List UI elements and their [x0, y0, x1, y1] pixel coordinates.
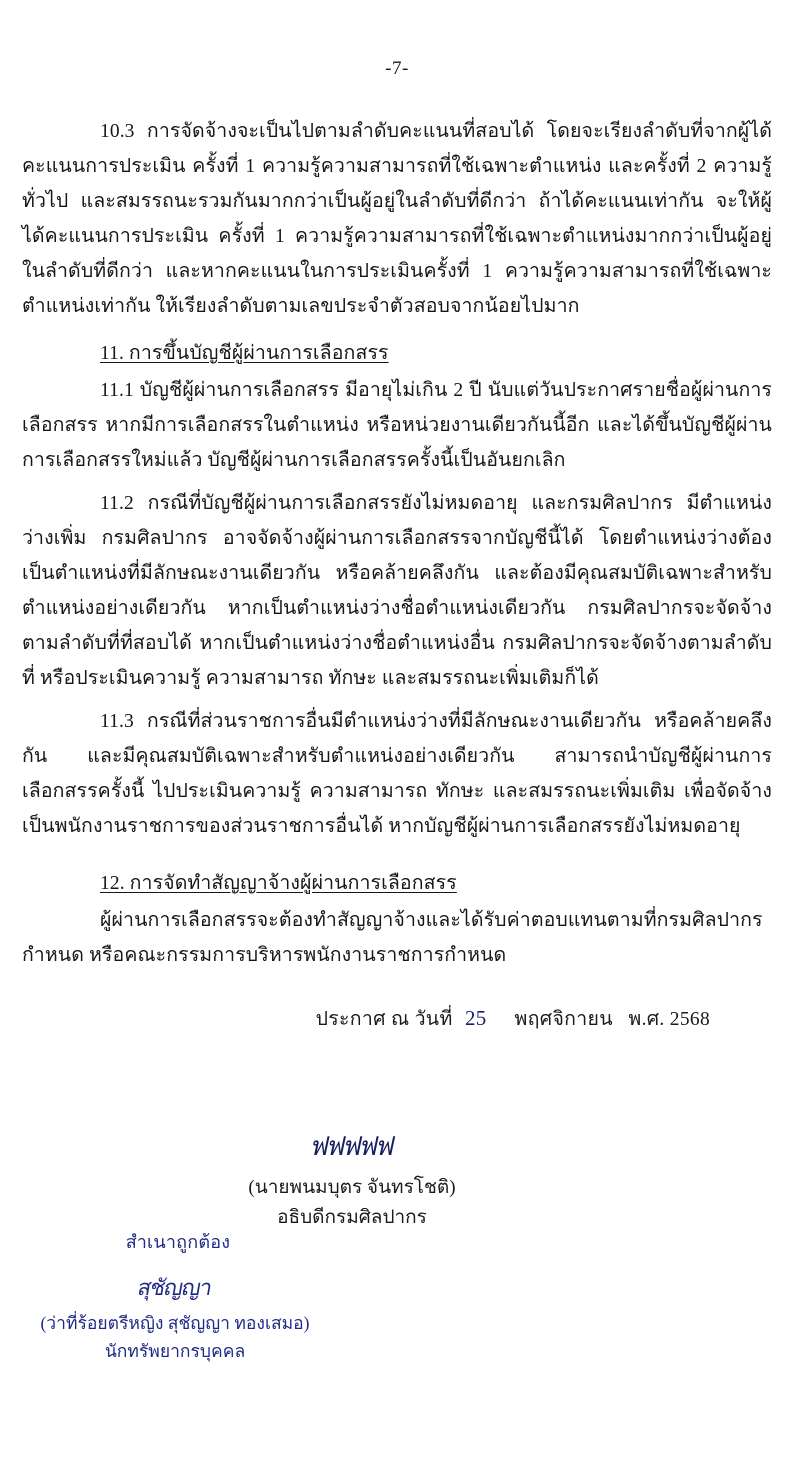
heading-12: [22, 866, 772, 901]
certified-copy-heading: สำเนาถูกต้อง: [125, 1232, 231, 1252]
certified-copy-block: [10, 1227, 340, 1365]
paragraph-12-body: [22, 903, 772, 973]
signature-block: [22, 1126, 772, 1233]
announcement-prefix: ประกาศ ณ วันที่: [315, 1009, 453, 1030]
paragraph-11-3: [22, 704, 772, 844]
paragraph-11-2-text: 11.2 กรณีที่บัญชีผู้ผ่านการเลือกสรรยังไม่หมดอายุ และกรมศิลปากร มีตำแหน่งว่างเพิ่ม กรมศิลปากร อาจจัดจ้างผู้ผ่านการเลือกสรรจากบัญชีนี้ได้ โดยตำแหน่งว่างต้องเป็นตำแหน่งที่มีลักษณะงานเดียวกัน หรือคล้ายคลึงกัน และต้องมีคุณสมบัติเฉพาะสำหรับตำแหน่งอย่างเดียวกัน หากเป็นตำแหน่งว่างชื่อตำแหน่งเดียวกัน กรมศิลปากรจะจัดจ้างตามลำดับที่ที่สอบได้ หากเป็นตำแหน่งว่างชื่อตำแหน่งอื่น กรมศิลปากรจะจัดจ้างตามลำดับที่ หรือประเมินความรู้ ความสามารถ ทักษะ และสมรรถนะเพิ่มเติมก็ได้: [22, 493, 772, 689]
spacer: [22, 326, 772, 332]
signature-mark: ฟฟฟฟฟ: [307, 1132, 397, 1161]
page-number: -7-: [385, 58, 409, 79]
certifier-name: (ว่าที่ร้อยตรีหญิง สุชัญญา ทองเสมอ): [40, 1313, 310, 1333]
paragraph-11-1: [22, 373, 772, 478]
document-body: [22, 114, 772, 973]
signer-title: อธิบดีกรมศิลปากร: [277, 1207, 427, 1228]
paragraph-11-3-text: 11.3 กรณีที่ส่วนราชการอื่นมีตำแหน่งว่างที่มีลักษณะงานเดียวกัน หรือคล้ายคลึงกัน และมีคุณสมบัติเฉพาะสำหรับตำแหน่งอย่างเดียวกัน สามารถนำบัญชีผู้ผ่านการเลือกสรรครั้งนี้ ไปประเมินความรู้ ความสามารถ ทักษะ และสมรรถนะเพิ่มเติม เพื่อจัดจ้างเป็นพนักงานราชการของส่วนราชการอื่นได้ หากบัญชีผู้ผ่านการเลือกสรรยังไม่หมดอายุ: [22, 711, 772, 837]
signer-name: (นายพนมบุตร จันทรโชติ): [248, 1177, 456, 1198]
paragraph-12-body-text: ผู้ผ่านการเลือกสรรจะต้องทำสัญญาจ้างและได้รับค่าตอบแทนตามที่กรมศิลปากรกำหนด หรือคณะกรรมการบริหารพนักงานราชการกำหนด: [22, 910, 763, 966]
announcement-year: 2568: [669, 1009, 710, 1030]
paragraph-10-3-text: 10.3 การจัดจ้างจะเป็นไปตามลำดับคะแนนที่สอบได้ โดยจะเรียงลำดับที่จากผู้ได้คะแนนการประเมิน ครั้งที่ 1 ความรู้ความสามารถที่ใช้เฉพาะตำแหน่ง และครั้งที่ 2 ความรู้ทั่วไป และสมรรถนะรวมกันมากกว่าเป็นผู้อยู่ในลำดับที่ดีกว่า ถ้าได้คะแนนเท่ากัน จะให้ผู้ได้คะแนนการประเมิน ครั้งที่ 1 ความรู้ความสามารถที่ใช้เฉพาะตำแหน่งมากกว่าเป็นผู้อยู่ในลำดับที่ดีกว่า และหากคะแนนในการประเมินครั้งที่ 1 ความรู้ความสามารถที่ใช้เฉพาะตำแหน่งเท่ากัน ให้เรียงลำดับตามเลขประจำตัวสอบจากน้อยไปมาก: [22, 121, 772, 317]
paragraph-10-3: [22, 114, 772, 324]
paragraph-11-1-text: 11.1 บัญชีผู้ผ่านการเลือกสรร มีอายุไม่เกิน 2 ปี นับแต่วันประกาศรายชื่อผู้ผ่านการเลือกสรร หากมีการเลือกสรรในตำแหน่ง หรือหน่วยงานเดียวกันนี้อีก และได้ขึ้นบัญชีผู้ผ่านการเลือกสรรใหม่แล้ว บัญชีผู้ผ่านการเลือกสรรครั้งนี้เป็นอันยกเลิก: [22, 380, 772, 471]
announcement-month: พฤศจิกายน: [514, 1009, 613, 1030]
heading-11: [22, 336, 772, 371]
heading-12-text: 12. การจัดทำสัญญาจ้างผู้ผ่านการเลือกสรร: [100, 873, 457, 894]
certifier-signature-mark: สุชัญญา: [136, 1275, 214, 1300]
heading-11-text: 11. การขึ้นบัญชีผู้ผ่านการเลือกสรร: [100, 343, 389, 364]
spacer: [22, 846, 772, 862]
announcement-date-line: [22, 1003, 772, 1034]
announcement-year-prefix: พ.ศ.: [628, 1009, 665, 1030]
announcement-day: 25: [464, 1006, 487, 1030]
paragraph-11-2: [22, 486, 772, 696]
certifier-role: นักทรัพยากรบุคคล: [104, 1341, 246, 1361]
